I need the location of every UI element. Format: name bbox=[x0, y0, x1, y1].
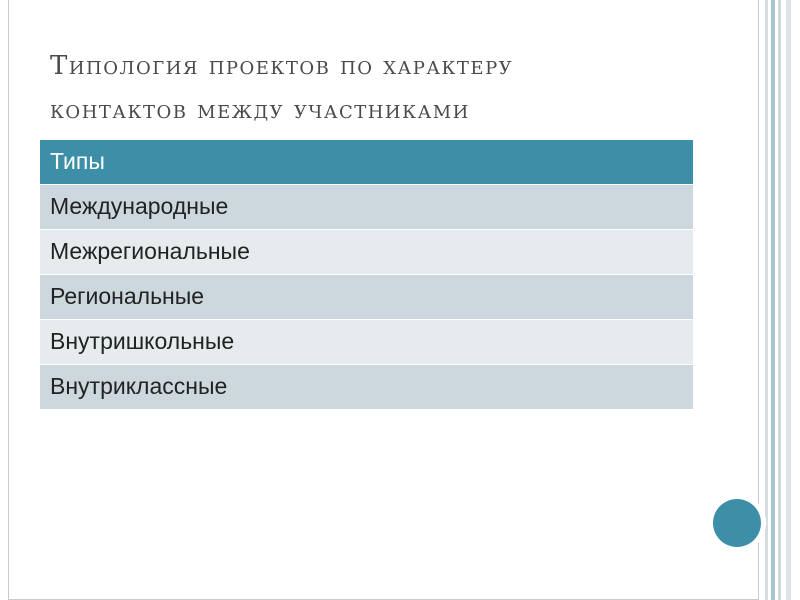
slide-title-line-1: Типология проектов по характеру bbox=[50, 51, 514, 81]
slide-title-line-2: контактов между участниками bbox=[50, 95, 470, 125]
table-row bbox=[40, 274, 693, 319]
decorative-circle bbox=[713, 499, 761, 547]
table-row bbox=[40, 364, 693, 409]
table-cell: Внутриклассные bbox=[40, 364, 693, 409]
types-table bbox=[40, 140, 693, 410]
decorative-stripe bbox=[778, 0, 781, 600]
table-cell: Региональные bbox=[40, 274, 693, 319]
slide-title bbox=[50, 44, 690, 132]
decorative-stripe bbox=[765, 0, 768, 600]
table-header-row bbox=[40, 140, 693, 184]
table-cell: Международные bbox=[40, 184, 693, 229]
table-cell: Межрегиональные bbox=[40, 229, 693, 274]
decorative-stripe bbox=[786, 0, 791, 600]
table-row bbox=[40, 184, 693, 229]
decorative-stripe bbox=[771, 0, 775, 600]
table-row bbox=[40, 319, 693, 364]
table-header-cell: Типы bbox=[40, 140, 693, 184]
table-row bbox=[40, 229, 693, 274]
table-cell: Внутришкольные bbox=[40, 319, 693, 364]
